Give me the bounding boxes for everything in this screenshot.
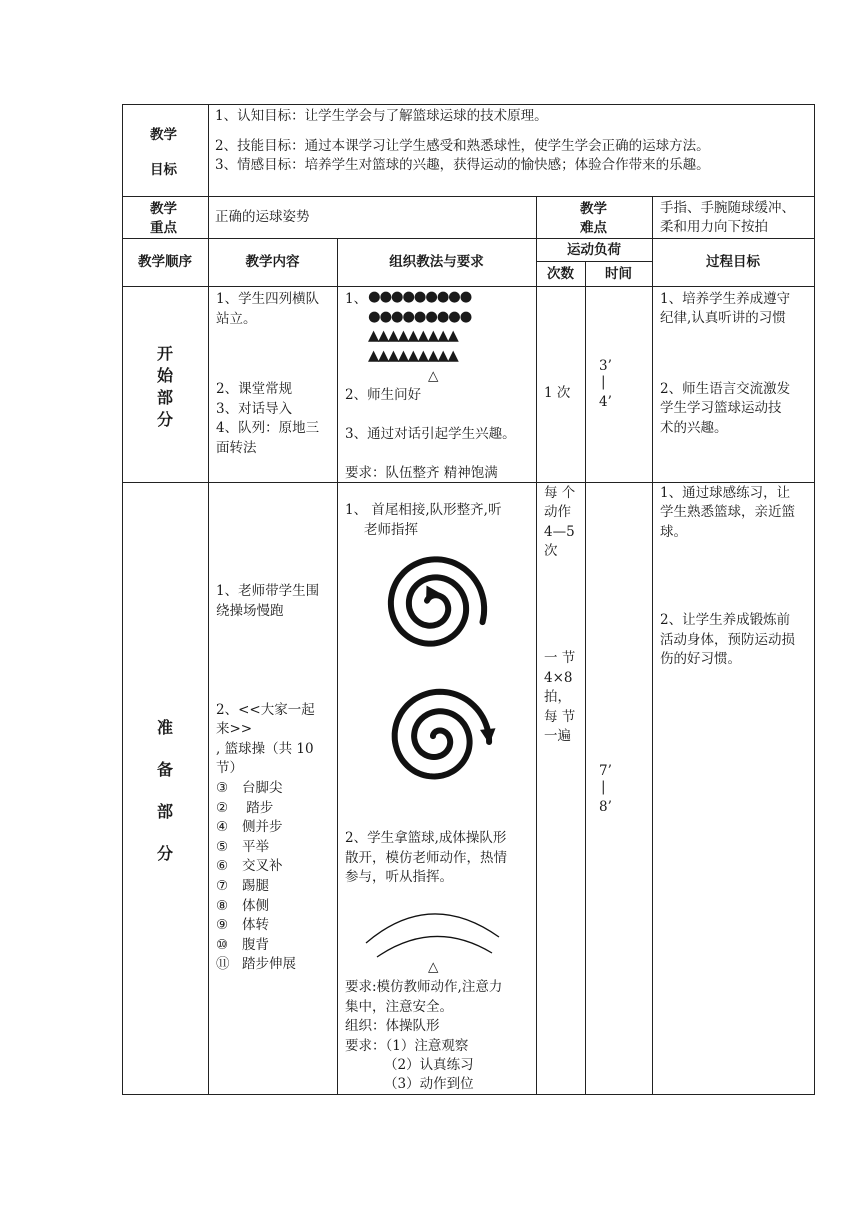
start-label-3: 部	[157, 388, 174, 407]
objectives-label-2: 目标	[150, 162, 177, 178]
exercise-item	[216, 798, 296, 818]
start-label-4: 分	[157, 410, 174, 429]
teacher-triangle-icon: △	[428, 959, 439, 975]
prep-times-1c: 4—5	[544, 524, 575, 540]
exercise-list	[216, 778, 296, 974]
difficulty-label-1: 教学	[580, 201, 607, 217]
start-content-6: 面转法	[216, 440, 257, 456]
key-points-value: 正确的运球姿势	[215, 209, 310, 225]
triangle-row: ▲▲▲▲▲▲▲▲▲	[368, 347, 458, 364]
prep-times-1d: 次	[544, 543, 558, 559]
header-times: 次数	[547, 266, 574, 282]
header-content: 教学内容	[245, 254, 300, 270]
prep-times-2a: 一 节	[544, 650, 576, 666]
start-label-1: 开	[157, 344, 174, 363]
exercise-name: 交叉补	[242, 858, 283, 875]
exercise-number: ⑥	[216, 858, 229, 875]
exercise-name: 平举	[242, 838, 269, 855]
start-label-2: 始	[157, 366, 174, 385]
objective-3: 3、情感目标：培养学生对篮球的兴趣，获得运动的愉快感；体验合作带来的乐趣。	[215, 157, 710, 173]
exercise-number: ⑤	[216, 838, 229, 855]
start-time-sep: |	[601, 374, 606, 390]
prep-content-2a: 2、<<大家一起	[216, 702, 315, 718]
exercise-number: ⑦	[216, 877, 229, 894]
prep-content-2d: 节）	[216, 760, 243, 776]
start-times: 1 次	[544, 385, 571, 401]
header-goal: 过程目标	[706, 254, 760, 270]
exercise-name: 踏步	[242, 799, 274, 816]
start-goal-4: 学生学习篮球运动技	[660, 400, 782, 416]
start-time-to: 4’	[599, 394, 612, 410]
prep-times-2b: 4×8	[544, 670, 573, 686]
start-content-4: 3、对话导入	[216, 401, 293, 417]
start-content-5: 4、队列：原地三	[216, 420, 320, 436]
spiral-arrow-icon	[395, 692, 496, 777]
prep-times-2d: 每 节	[544, 709, 576, 725]
prep-times-2e: 一遍	[544, 728, 571, 744]
spiral-arrow-icon	[391, 559, 484, 643]
header-duration: 时间	[605, 266, 632, 282]
start-goal-1: 1、培养学生养成遵守	[660, 291, 791, 307]
triangle-row: ▲▲▲▲▲▲▲▲▲	[368, 328, 458, 344]
exercise-number: ④	[216, 819, 229, 836]
prep-label-3: 部	[157, 802, 174, 821]
prep-times-1b: 动作	[544, 504, 571, 520]
exercise-name: 体转	[242, 917, 269, 934]
prep-time-to: 8’	[599, 799, 612, 815]
prep-content-1b: 绕操场慢跑	[216, 603, 284, 619]
exercise-number: ⑧	[216, 897, 229, 914]
prep-goal-2b: 活动身体，预防运动损	[660, 632, 795, 648]
prep-method-3c: 组织：体操队形	[345, 1018, 440, 1034]
teacher-triangle-icon: △	[428, 368, 439, 384]
prep-goal-1c: 球。	[660, 524, 687, 540]
objective-2: 2、技能目标：通过本课学习让学生感受和熟悉球性，使学生学会正确的运球方法。	[215, 138, 710, 154]
exercise-item	[216, 817, 296, 837]
prep-time-from: 7’	[599, 763, 612, 779]
objective-1: 1、认知目标：让学生学会与了解篮球运球的技术原理。	[215, 108, 548, 124]
difficulty-line-1: 手指、手腕随球缓冲、	[660, 200, 795, 216]
start-time-from: 3’	[599, 358, 612, 374]
start-goal-5: 术的兴趣。	[660, 420, 728, 436]
prep-goal-2c: 伤的好习惯。	[660, 651, 741, 667]
difficulty-line-2: 柔和用力向下按拍	[660, 219, 768, 235]
exercise-number: ⑨	[216, 917, 229, 934]
exercise-name: 台脚尖	[242, 780, 283, 796]
exercise-name: 腹背	[242, 936, 269, 953]
header-load: 运动负荷	[567, 242, 621, 258]
start-method-prefix: 1、	[345, 291, 368, 307]
exercise-number: ⑪	[216, 956, 230, 973]
exercise-item	[216, 915, 296, 935]
header-order: 教学顺序	[138, 254, 192, 270]
key-points-label-1: 教学	[150, 201, 177, 217]
exercise-name: 体侧	[242, 897, 269, 914]
exercise-name: 踏步伸展	[242, 956, 296, 973]
prep-time-sep: |	[601, 779, 606, 795]
exercise-number: ③	[216, 780, 229, 796]
exercise-number: ⑩	[216, 936, 229, 953]
circle-row: ●●●●●●●●●	[368, 289, 472, 305]
start-method-3: 3、通过对话引起学生兴趣。	[345, 426, 516, 442]
start-content-1: 1、学生四列横队	[216, 291, 320, 307]
exercise-item	[216, 935, 296, 955]
prep-method-1b: 老师指挥	[364, 522, 418, 538]
objectives-label-1: 教学	[150, 127, 177, 143]
prep-times-2c: 拍，	[544, 689, 571, 705]
prep-label-2: 备	[157, 760, 174, 779]
prep-method-3d: 要求：（1）注意观察	[345, 1038, 469, 1054]
exercise-item	[216, 856, 296, 876]
prep-content-2c: , 篮球操（共 10	[216, 741, 314, 757]
start-requirement: 要求：队伍整齐 精神饱满	[345, 465, 498, 481]
exercise-name: 侧并步	[242, 819, 283, 836]
start-content-2: 站立。	[216, 311, 257, 327]
prep-content-2b: 来>>	[216, 721, 253, 737]
arc-formation-icon	[366, 914, 499, 957]
prep-label-1: 准	[157, 718, 174, 737]
prep-method-3a: 要求:模仿教师动作,注意力	[345, 979, 503, 995]
prep-method-2a: 2、学生拿篮球,成体操队形	[345, 830, 507, 846]
header-method: 组织教法与要求	[389, 254, 484, 270]
exercise-item	[216, 954, 296, 974]
prep-label-4: 分	[157, 844, 174, 863]
formation-students	[368, 288, 471, 366]
prep-content-1a: 1、老师带学生围	[216, 583, 320, 599]
start-goal-3: 2、师生语言交流激发	[660, 381, 791, 397]
prep-method-2c: 参与，听从指挥。	[345, 869, 453, 885]
exercise-item	[216, 778, 296, 798]
prep-goal-2a: 2、让学生养成锻炼前	[660, 612, 791, 628]
exercise-item	[216, 876, 296, 896]
prep-method-1a: 1、 首尾相接,队形整齐,听	[345, 502, 502, 518]
prep-times-1a: 每 个	[544, 485, 576, 501]
prep-method-3b: 集中，注意安全。	[345, 999, 453, 1015]
circle-row: ●●●●●●●●●	[368, 308, 472, 325]
start-method-2: 2、师生问好	[345, 387, 422, 403]
prep-goal-1b: 学生熟悉篮球，亲近篮	[660, 504, 795, 520]
key-points-label-2: 重点	[150, 220, 177, 236]
exercise-item	[216, 896, 296, 916]
prep-method-3e: （2）认真练习	[384, 1057, 474, 1073]
exercise-name: 踢腿	[242, 877, 269, 894]
start-content-3: 2、课堂常规	[216, 381, 293, 397]
difficulty-label-2: 难点	[580, 220, 607, 236]
exercise-item	[216, 837, 296, 857]
start-goal-2: 纪律,认真听讲的习惯	[660, 310, 786, 326]
prep-method-3f: （3）动作到位	[384, 1076, 474, 1092]
prep-method-2b: 散开，模仿老师动作，热情	[345, 850, 507, 866]
prep-goal-1a: 1、通过球感练习，让	[660, 485, 791, 501]
exercise-number: ②	[216, 799, 229, 816]
